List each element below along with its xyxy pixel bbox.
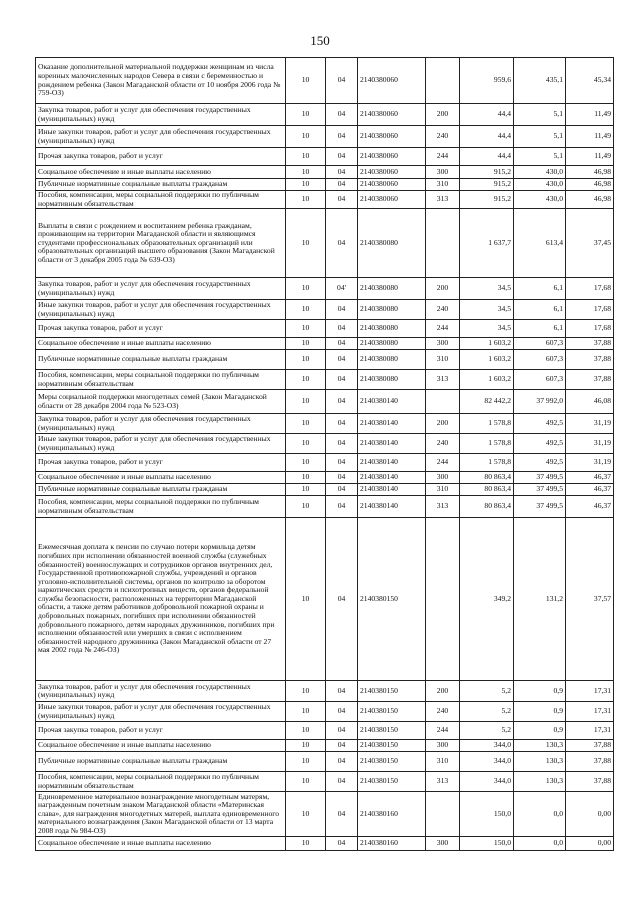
table-row	[36, 792, 614, 837]
target-article-code: 2140380160	[358, 837, 426, 851]
subsection-code: 04	[326, 370, 358, 390]
expense-type-code: 300	[426, 740, 460, 752]
table-row	[36, 104, 614, 126]
executed-amount: 430,0	[514, 191, 566, 209]
target-article-code: 2140380080	[358, 209, 426, 278]
subsection-code: 04	[326, 148, 358, 166]
expense-type-code: 310	[426, 350, 460, 370]
subsection-code: 04	[326, 434, 358, 454]
table-row	[36, 772, 614, 792]
target-article-code: 2140380150	[358, 740, 426, 752]
table-row	[36, 434, 614, 454]
table-row	[36, 702, 614, 722]
approved-amount: 44,4	[460, 104, 514, 126]
expense-type-code	[426, 58, 460, 104]
row-name: Прочая закупка товаров, работ и услуг	[36, 722, 286, 740]
expense-type-code: 200	[426, 414, 460, 434]
expense-type-code: 300	[426, 837, 460, 851]
target-article-code: 2140380060	[358, 148, 426, 166]
expense-type-code: 300	[426, 472, 460, 484]
row-name: Иные закупки товаров, работ и услуг для обеспечения государственных (муниципальных) нужд	[36, 126, 286, 148]
row-name: Публичные нормативные социальные выплаты гражданам	[36, 350, 286, 370]
expense-type-code: 200	[426, 278, 460, 300]
expense-type-code: 244	[426, 148, 460, 166]
section-code: 10	[286, 414, 326, 434]
target-article-code: 2140380140	[358, 496, 426, 518]
approved-amount: 150,0	[460, 792, 514, 837]
executed-amount: 5,1	[514, 104, 566, 126]
approved-amount: 1 578,8	[460, 434, 514, 454]
expense-type-code: 244	[426, 320, 460, 338]
execution-percent: 46,98	[566, 191, 614, 209]
table-row	[36, 722, 614, 740]
target-article-code: 2140380150	[358, 518, 426, 681]
execution-percent: 0,00	[566, 792, 614, 837]
target-article-code: 2140380060	[358, 126, 426, 148]
page-number: 150	[310, 33, 330, 48]
expense-type-code: 244	[426, 454, 460, 472]
row-name: Прочая закупка товаров, работ и услуг	[36, 148, 286, 166]
approved-amount: 5,2	[460, 722, 514, 740]
executed-amount: 0,9	[514, 702, 566, 722]
table-row	[36, 484, 614, 496]
subsection-code: 04	[326, 740, 358, 752]
section-code: 10	[286, 191, 326, 209]
row-name: Прочая закупка товаров, работ и услуг	[36, 320, 286, 338]
approved-amount: 344,0	[460, 752, 514, 772]
execution-percent: 11,49	[566, 148, 614, 166]
expense-type-code: 240	[426, 434, 460, 454]
target-article-code: 2140380080	[358, 320, 426, 338]
execution-percent: 17,31	[566, 681, 614, 702]
subsection-code: 04	[326, 837, 358, 851]
approved-amount: 80 863,4	[460, 484, 514, 496]
section-code: 10	[286, 702, 326, 722]
section-code: 10	[286, 166, 326, 179]
subsection-code: 04	[326, 484, 358, 496]
executed-amount: 37 499,5	[514, 472, 566, 484]
executed-amount: 0,0	[514, 792, 566, 837]
subsection-code: 04	[326, 320, 358, 338]
expense-type-code: 240	[426, 126, 460, 148]
executed-amount: 6,1	[514, 320, 566, 338]
execution-percent: 17,68	[566, 300, 614, 320]
target-article-code: 2140380160	[358, 792, 426, 837]
approved-amount: 80 863,4	[460, 496, 514, 518]
execution-percent: 11,49	[566, 104, 614, 126]
target-article-code: 2140380150	[358, 772, 426, 792]
expense-type-code: 240	[426, 300, 460, 320]
approved-amount: 344,0	[460, 772, 514, 792]
target-article-code: 2140380150	[358, 681, 426, 702]
executed-amount: 6,1	[514, 300, 566, 320]
section-code: 10	[286, 104, 326, 126]
table-row	[36, 837, 614, 851]
expense-type-code	[426, 518, 460, 681]
subsection-code: 04'	[326, 278, 358, 300]
row-name: Оказание дополнительной материальной поддержки женщинам из числа коренных малочисленных народов Севера в связи с беременностью и рождением ребенка (Закон Магаданской области от 10 ноября 2006 года № 759-ОЗ)	[36, 58, 286, 104]
subsection-code: 04	[326, 350, 358, 370]
table-row	[36, 390, 614, 414]
section-code: 10	[286, 390, 326, 414]
table-row	[36, 370, 614, 390]
subsection-code: 04	[326, 179, 358, 191]
row-name: Пособия, компенсации, меры социальной поддержки по публичным нормативным обязательствам	[36, 370, 286, 390]
approved-amount: 80 863,4	[460, 472, 514, 484]
budget-table	[35, 57, 614, 851]
target-article-code: 2140380060	[358, 104, 426, 126]
subsection-code: 04	[326, 126, 358, 148]
expense-type-code: 310	[426, 179, 460, 191]
executed-amount: 0,9	[514, 681, 566, 702]
table-row	[36, 320, 614, 338]
approved-amount: 1 603,2	[460, 338, 514, 350]
execution-percent: 46,37	[566, 496, 614, 518]
approved-amount: 344,0	[460, 740, 514, 752]
section-code: 10	[286, 837, 326, 851]
section-code: 10	[286, 681, 326, 702]
executed-amount: 613,4	[514, 209, 566, 278]
row-name: Единовременное материальное вознаграждение многодетным матерям, награжденным почетным знаком Магаданской области «Материнская слава», для награждения многодетных матерей, выплата единовременного материального вознаграждения (Закон Магаданской области от 13 марта 2008 года № 984-ОЗ)	[36, 792, 286, 837]
section-code: 10	[286, 454, 326, 472]
table-row	[36, 350, 614, 370]
row-name: Социальное обеспечение и иные выплаты населению	[36, 472, 286, 484]
section-code: 10	[286, 484, 326, 496]
execution-percent: 37,88	[566, 350, 614, 370]
section-code: 10	[286, 209, 326, 278]
target-article-code: 2140380140	[358, 454, 426, 472]
section-code: 10	[286, 772, 326, 792]
table-row	[36, 179, 614, 191]
approved-amount: 34,5	[460, 300, 514, 320]
section-code: 10	[286, 300, 326, 320]
table-row	[36, 166, 614, 179]
row-name: Ежемесячная доплата к пенсии по случаю потери кормильца детям погибших при исполнении обязанностей военной службы (служебных обязанностей) военнослужащих и сотрудников органов внутренних дел, Государственной противопожарной службы, учреждений и органов уголовно-исполнительной системы, органов по контролю за оборотом наркотических средств и психотропных веществ, органов федеральной службы безопасности, расположенных на территории Магаданской области, а также детям работников добровольной пожарной охраны и добровольных пожарных, погибших при исполнении обязанностей добровольного пожарного, детям народных дружинников, погибших при исполнении обязанностей или умерших в связи с исполнением обязанностей народного дружинника (Закон Магаданской области от 27 мая 2002 года № 246-ОЗ)	[36, 518, 286, 681]
target-article-code: 2140380060	[358, 179, 426, 191]
subsection-code: 04	[326, 338, 358, 350]
target-article-code: 2140380140	[358, 414, 426, 434]
subsection-code: 04	[326, 166, 358, 179]
row-name: Социальное обеспечение и иные выплаты населению	[36, 740, 286, 752]
row-name: Закупка товаров, работ и услуг для обеспечения государственных (муниципальных) нужд	[36, 681, 286, 702]
expense-type-code: 310	[426, 484, 460, 496]
executed-amount: 607,3	[514, 370, 566, 390]
subsection-code: 04	[326, 496, 358, 518]
execution-percent: 37,88	[566, 752, 614, 772]
execution-percent: 17,68	[566, 278, 614, 300]
expense-type-code: 313	[426, 496, 460, 518]
expense-type-code: 244	[426, 722, 460, 740]
executed-amount: 5,1	[514, 148, 566, 166]
approved-amount: 1 578,8	[460, 454, 514, 472]
execution-percent: 37,88	[566, 338, 614, 350]
executed-amount: 5,1	[514, 126, 566, 148]
executed-amount: 492,5	[514, 454, 566, 472]
executed-amount: 492,5	[514, 414, 566, 434]
section-code: 10	[286, 148, 326, 166]
expense-type-code: 240	[426, 702, 460, 722]
subsection-code: 04	[326, 104, 358, 126]
target-article-code: 2140380150	[358, 702, 426, 722]
approved-amount: 82 442,2	[460, 390, 514, 414]
subsection-code: 04	[326, 209, 358, 278]
subsection-code: 04	[326, 390, 358, 414]
section-code: 10	[286, 472, 326, 484]
target-article-code: 2140380140	[358, 472, 426, 484]
executed-amount: 607,3	[514, 338, 566, 350]
target-article-code: 2140380060	[358, 166, 426, 179]
section-code: 10	[286, 179, 326, 191]
subsection-code: 04	[326, 752, 358, 772]
table-row	[36, 278, 614, 300]
target-article-code: 2140380140	[358, 390, 426, 414]
approved-amount: 915,2	[460, 179, 514, 191]
table-row	[36, 518, 614, 681]
section-code: 10	[286, 792, 326, 837]
row-name: Прочая закупка товаров, работ и услуг	[36, 454, 286, 472]
target-article-code: 2140380150	[358, 722, 426, 740]
section-code: 10	[286, 722, 326, 740]
table-row	[36, 58, 614, 104]
table-row	[36, 300, 614, 320]
executed-amount: 130,3	[514, 740, 566, 752]
target-article-code: 2140380080	[358, 350, 426, 370]
execution-percent: 37,45	[566, 209, 614, 278]
subsection-code: 04	[326, 454, 358, 472]
approved-amount: 349,2	[460, 518, 514, 681]
expense-type-code: 300	[426, 166, 460, 179]
expense-type-code	[426, 209, 460, 278]
table-row	[36, 209, 614, 278]
target-article-code: 2140380060	[358, 191, 426, 209]
section-code: 10	[286, 370, 326, 390]
row-name: Социальное обеспечение и иные выплаты населению	[36, 338, 286, 350]
table-row	[36, 752, 614, 772]
target-article-code: 2140380060	[358, 58, 426, 104]
target-article-code: 2140380140	[358, 434, 426, 454]
subsection-code: 04	[326, 191, 358, 209]
execution-percent: 31,19	[566, 454, 614, 472]
executed-amount: 0,0	[514, 837, 566, 851]
row-name: Выплаты в связи с рождением и воспитанием ребенка гражданам, проживающим на территории Магаданской области и являющимся студентами профессиональных образовательных организаций или образовательных организаций высшего образования (Закон Магаданской области от 3 декабря 2005 года № 639-ОЗ)	[36, 209, 286, 278]
subsection-code: 04	[326, 792, 358, 837]
row-name: Закупка товаров, работ и услуг для обеспечения государственных (муниципальных) нужд	[36, 104, 286, 126]
approved-amount: 1 603,2	[460, 370, 514, 390]
approved-amount: 5,2	[460, 681, 514, 702]
row-name: Публичные нормативные социальные выплаты гражданам	[36, 484, 286, 496]
execution-percent: 17,31	[566, 702, 614, 722]
table-row	[36, 740, 614, 752]
execution-percent: 17,31	[566, 722, 614, 740]
execution-percent: 45,34	[566, 58, 614, 104]
executed-amount: 430,0	[514, 166, 566, 179]
approved-amount: 150,0	[460, 837, 514, 851]
execution-percent: 31,19	[566, 434, 614, 454]
target-article-code: 2140380140	[358, 484, 426, 496]
approved-amount: 1 637,7	[460, 209, 514, 278]
row-name: Закупка товаров, работ и услуг для обеспечения государственных (муниципальных) нужд	[36, 278, 286, 300]
table-row	[36, 454, 614, 472]
table-row	[36, 472, 614, 484]
subsection-code: 04	[326, 722, 358, 740]
section-code: 10	[286, 338, 326, 350]
execution-percent: 37,57	[566, 518, 614, 681]
approved-amount: 915,2	[460, 191, 514, 209]
row-name: Пособия, компенсации, меры социальной поддержки по публичным нормативным обязательствам	[36, 191, 286, 209]
executed-amount: 607,3	[514, 350, 566, 370]
table-row	[36, 681, 614, 702]
subsection-code: 04	[326, 772, 358, 792]
row-name: Публичные нормативные социальные выплаты гражданам	[36, 179, 286, 191]
execution-percent: 37,88	[566, 370, 614, 390]
expense-type-code: 300	[426, 338, 460, 350]
execution-percent: 46,08	[566, 390, 614, 414]
approved-amount: 959,6	[460, 58, 514, 104]
subsection-code: 04	[326, 414, 358, 434]
section-code: 10	[286, 126, 326, 148]
table-row	[36, 148, 614, 166]
subsection-code: 04	[326, 681, 358, 702]
section-code: 10	[286, 752, 326, 772]
expense-type-code: 313	[426, 191, 460, 209]
row-name: Публичные нормативные социальные выплаты гражданам	[36, 752, 286, 772]
executed-amount: 435,1	[514, 58, 566, 104]
target-article-code: 2140380150	[358, 752, 426, 772]
expense-type-code: 200	[426, 104, 460, 126]
execution-percent: 46,98	[566, 179, 614, 191]
executed-amount: 37 499,5	[514, 484, 566, 496]
expense-type-code	[426, 792, 460, 837]
table-row	[36, 496, 614, 518]
section-code: 10	[286, 350, 326, 370]
table-row	[36, 126, 614, 148]
section-code: 10	[286, 58, 326, 104]
target-article-code: 2140380080	[358, 278, 426, 300]
section-code: 10	[286, 320, 326, 338]
executed-amount: 130,3	[514, 772, 566, 792]
execution-percent: 31,19	[566, 414, 614, 434]
expense-type-code: 313	[426, 370, 460, 390]
executed-amount: 6,1	[514, 278, 566, 300]
target-article-code: 2140380080	[358, 300, 426, 320]
execution-percent: 46,37	[566, 484, 614, 496]
expense-type-code: 200	[426, 681, 460, 702]
approved-amount: 44,4	[460, 126, 514, 148]
approved-amount: 34,5	[460, 278, 514, 300]
approved-amount: 1 578,8	[460, 414, 514, 434]
section-code: 10	[286, 496, 326, 518]
expense-type-code	[426, 390, 460, 414]
executed-amount: 37 499,5	[514, 496, 566, 518]
approved-amount: 5,2	[460, 702, 514, 722]
section-code: 10	[286, 740, 326, 752]
row-name: Иные закупки товаров, работ и услуг для обеспечения государственных (муниципальных) нужд	[36, 702, 286, 722]
approved-amount: 1 603,2	[460, 350, 514, 370]
table-row	[36, 191, 614, 209]
subsection-code: 04	[326, 58, 358, 104]
table-row	[36, 338, 614, 350]
subsection-code: 04	[326, 518, 358, 681]
approved-amount: 34,5	[460, 320, 514, 338]
expense-type-code: 310	[426, 752, 460, 772]
execution-percent: 46,37	[566, 472, 614, 484]
executed-amount: 0,9	[514, 722, 566, 740]
subsection-code: 04	[326, 300, 358, 320]
execution-percent: 37,88	[566, 740, 614, 752]
subsection-code: 04	[326, 702, 358, 722]
section-code: 10	[286, 434, 326, 454]
execution-percent: 17,68	[566, 320, 614, 338]
subsection-code: 04	[326, 472, 358, 484]
executed-amount: 430,0	[514, 179, 566, 191]
row-name: Меры социальной поддержки многодетных семей (Закон Магаданской области от 28 декабря 2004 года № 523-ОЗ)	[36, 390, 286, 414]
target-article-code: 2140380080	[358, 370, 426, 390]
execution-percent: 11,49	[566, 126, 614, 148]
execution-percent: 0,00	[566, 837, 614, 851]
table-row	[36, 414, 614, 434]
row-name: Социальное обеспечение и иные выплаты населению	[36, 166, 286, 179]
row-name: Закупка товаров, работ и услуг для обеспечения государственных (муниципальных) нужд	[36, 414, 286, 434]
target-article-code: 2140380080	[358, 338, 426, 350]
row-name: Пособия, компенсации, меры социальной поддержки по публичным нормативным обязательствам	[36, 772, 286, 792]
executed-amount: 37 992,0	[514, 390, 566, 414]
row-name: Иные закупки товаров, работ и услуг для обеспечения государственных (муниципальных) нужд	[36, 434, 286, 454]
approved-amount: 915,2	[460, 166, 514, 179]
expense-type-code: 313	[426, 772, 460, 792]
section-code: 10	[286, 518, 326, 681]
execution-percent: 46,98	[566, 166, 614, 179]
executed-amount: 130,3	[514, 752, 566, 772]
row-name: Социальное обеспечение и иные выплаты населению	[36, 837, 286, 851]
approved-amount: 44,4	[460, 148, 514, 166]
executed-amount: 492,5	[514, 434, 566, 454]
execution-percent: 37,88	[566, 772, 614, 792]
executed-amount: 131,2	[514, 518, 566, 681]
section-code: 10	[286, 278, 326, 300]
row-name: Иные закупки товаров, работ и услуг для обеспечения государственных (муниципальных) нужд	[36, 300, 286, 320]
row-name: Пособия, компенсации, меры социальной поддержки по публичным нормативным обязательствам	[36, 496, 286, 518]
